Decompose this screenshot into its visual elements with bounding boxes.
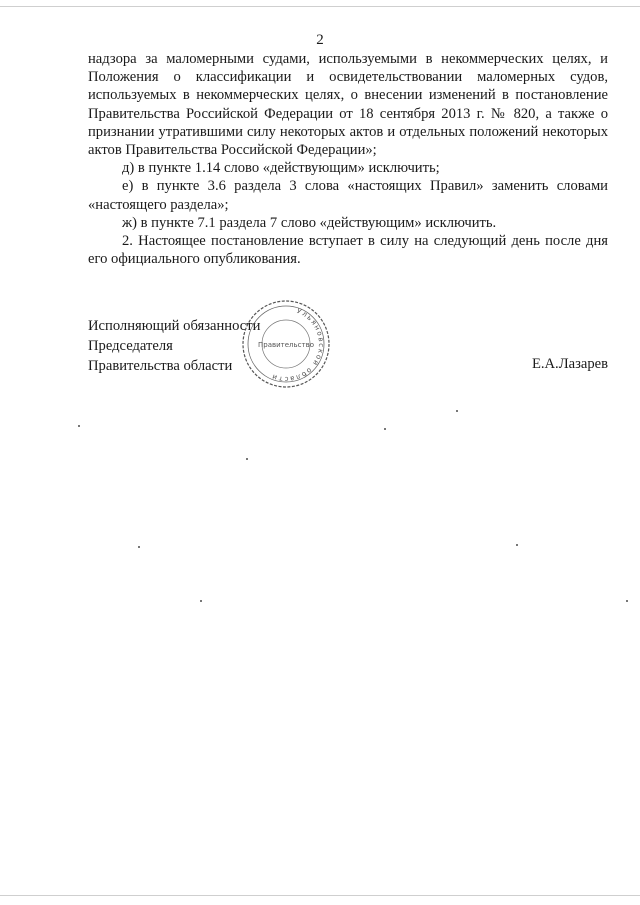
- signature-title-line-2: Председателя: [88, 338, 173, 354]
- scan-speck: [384, 428, 386, 430]
- signature-title-line-1: Исполняющий обязанности: [88, 318, 261, 334]
- page-number: 2: [316, 32, 324, 48]
- seal-center-text: Правительство: [258, 341, 314, 349]
- signer-name: Е.А.Лазарев: [531, 356, 608, 372]
- scan-edge-top: [0, 6, 640, 7]
- scan-edge-bottom: [0, 895, 640, 896]
- scan-speck: [200, 600, 202, 602]
- paragraph-continuation: надзора за маломерными судами, используемыми в некоммерческих целях, и Положения о классификации и освидетельствовании маломерных судов, используемых в некоммерческих целях, о внесении изменений в постановление Правительства Российской Федерации от 18 сентября 2013 г. № 820, а также о признании утратившими силу некоторых актов и отдельных положений некоторых актов Правительства Российской Федерации»;: [88, 51, 608, 159]
- paragraph-item-d: д) в пункте 1.14 слово «действующим» исключить;: [122, 160, 440, 177]
- seal-ring-text: Ульяновской области: [269, 306, 326, 384]
- scan-speck: [138, 546, 140, 548]
- paragraph-item-zh: ж) в пункте 7.1 раздела 7 слово «действующим» исключить.: [122, 214, 497, 231]
- document-body: [88, 50, 608, 268]
- scan-speck: [456, 410, 458, 412]
- scan-speck: [78, 425, 80, 427]
- signature-title-line-3: Правительства области: [88, 358, 233, 374]
- paragraph-item-e: е) в пункте 3.6 раздела 3 слова «настоящих Правил» заменить словами «настоящего раздела»;: [88, 178, 608, 213]
- official-seal-stamp: [240, 298, 332, 390]
- scan-speck: [246, 458, 248, 460]
- signature-title-block: [88, 316, 260, 376]
- scan-speck: [626, 600, 628, 602]
- scan-speck: [516, 544, 518, 546]
- paragraph-clause-2: 2. Настоящее постановление вступает в силу на следующий день после дня его официального опубликования.: [88, 233, 608, 268]
